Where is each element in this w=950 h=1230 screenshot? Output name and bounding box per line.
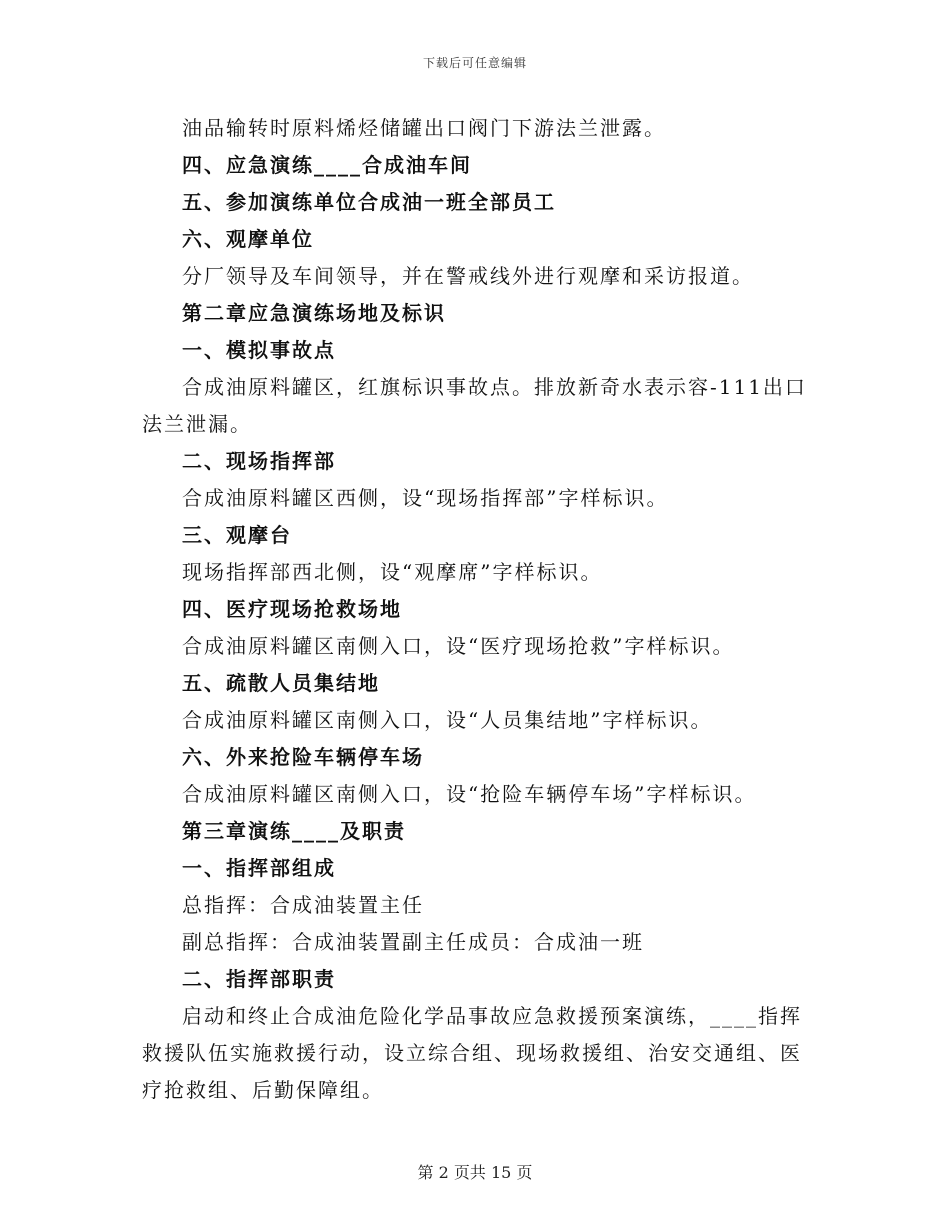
section-heading: 二、现场指挥部: [182, 449, 336, 473]
paragraph: 合成油原料罐区西侧，设“现场指挥部”字样标识。: [182, 486, 669, 510]
page-footer: 第 2 页共 15 页: [417, 1163, 533, 1182]
paragraph: 副总指挥：合成油装置副主任成员：合成油一班: [182, 930, 644, 954]
chapter-heading: 第三章演练____及职责: [182, 819, 406, 843]
paragraph: 合成油原料罐区南侧入口，设“医疗现场抢救”字样标识。: [182, 634, 735, 658]
paragraph: 分厂领导及车间领导，并在警戒线外进行观摩和采访报道。: [182, 264, 754, 288]
paragraph: 合成油原料罐区南侧入口，设“抢险车辆停车场”字样标识。: [182, 782, 757, 806]
section-heading: 六、外来抢险车辆停车场: [182, 745, 424, 769]
section-heading: 二、指挥部职责: [182, 967, 336, 991]
section-heading: 三、观摩台: [182, 523, 292, 547]
section-heading: 五、参加演练单位合成油一班全部员工: [182, 190, 556, 214]
paragraph: 现场指挥部西北侧，设“观摩席”字样标识。: [182, 560, 603, 584]
paragraph: 油品输转时原料烯烃储罐出口阀门下游法兰泄露。: [182, 116, 666, 140]
chapter-heading: 第二章应急演练场地及标识: [182, 301, 446, 325]
paragraph: 启动和终止合成油危险化学品事故应急救援预案演练，____指挥救援队伍实施救援行动，设立综合组、现场救援组、治安交通组、医疗抢救组、后勤保障组。: [142, 1004, 802, 1102]
section-heading: 四、应急演练____合成油车间: [182, 153, 472, 177]
section-heading: 一、模拟事故点: [182, 338, 336, 362]
paragraph: 总指挥：合成油装置主任: [182, 893, 424, 917]
section-heading: 一、指挥部组成: [182, 856, 336, 880]
section-heading: 四、医疗现场抢救场地: [182, 597, 402, 621]
section-heading: 六、观摩单位: [182, 227, 314, 251]
document-body: [142, 110, 808, 1109]
paragraph: 合成油原料罐区，红旗标识事故点。排放新奇水表示容-111出口法兰泄漏。: [142, 375, 807, 436]
page-header: 下载后可任意编辑: [422, 56, 527, 70]
paragraph: 合成油原料罐区南侧入口，设“人员集结地”字样标识。: [182, 708, 713, 732]
section-heading: 五、疏散人员集结地: [182, 671, 380, 695]
